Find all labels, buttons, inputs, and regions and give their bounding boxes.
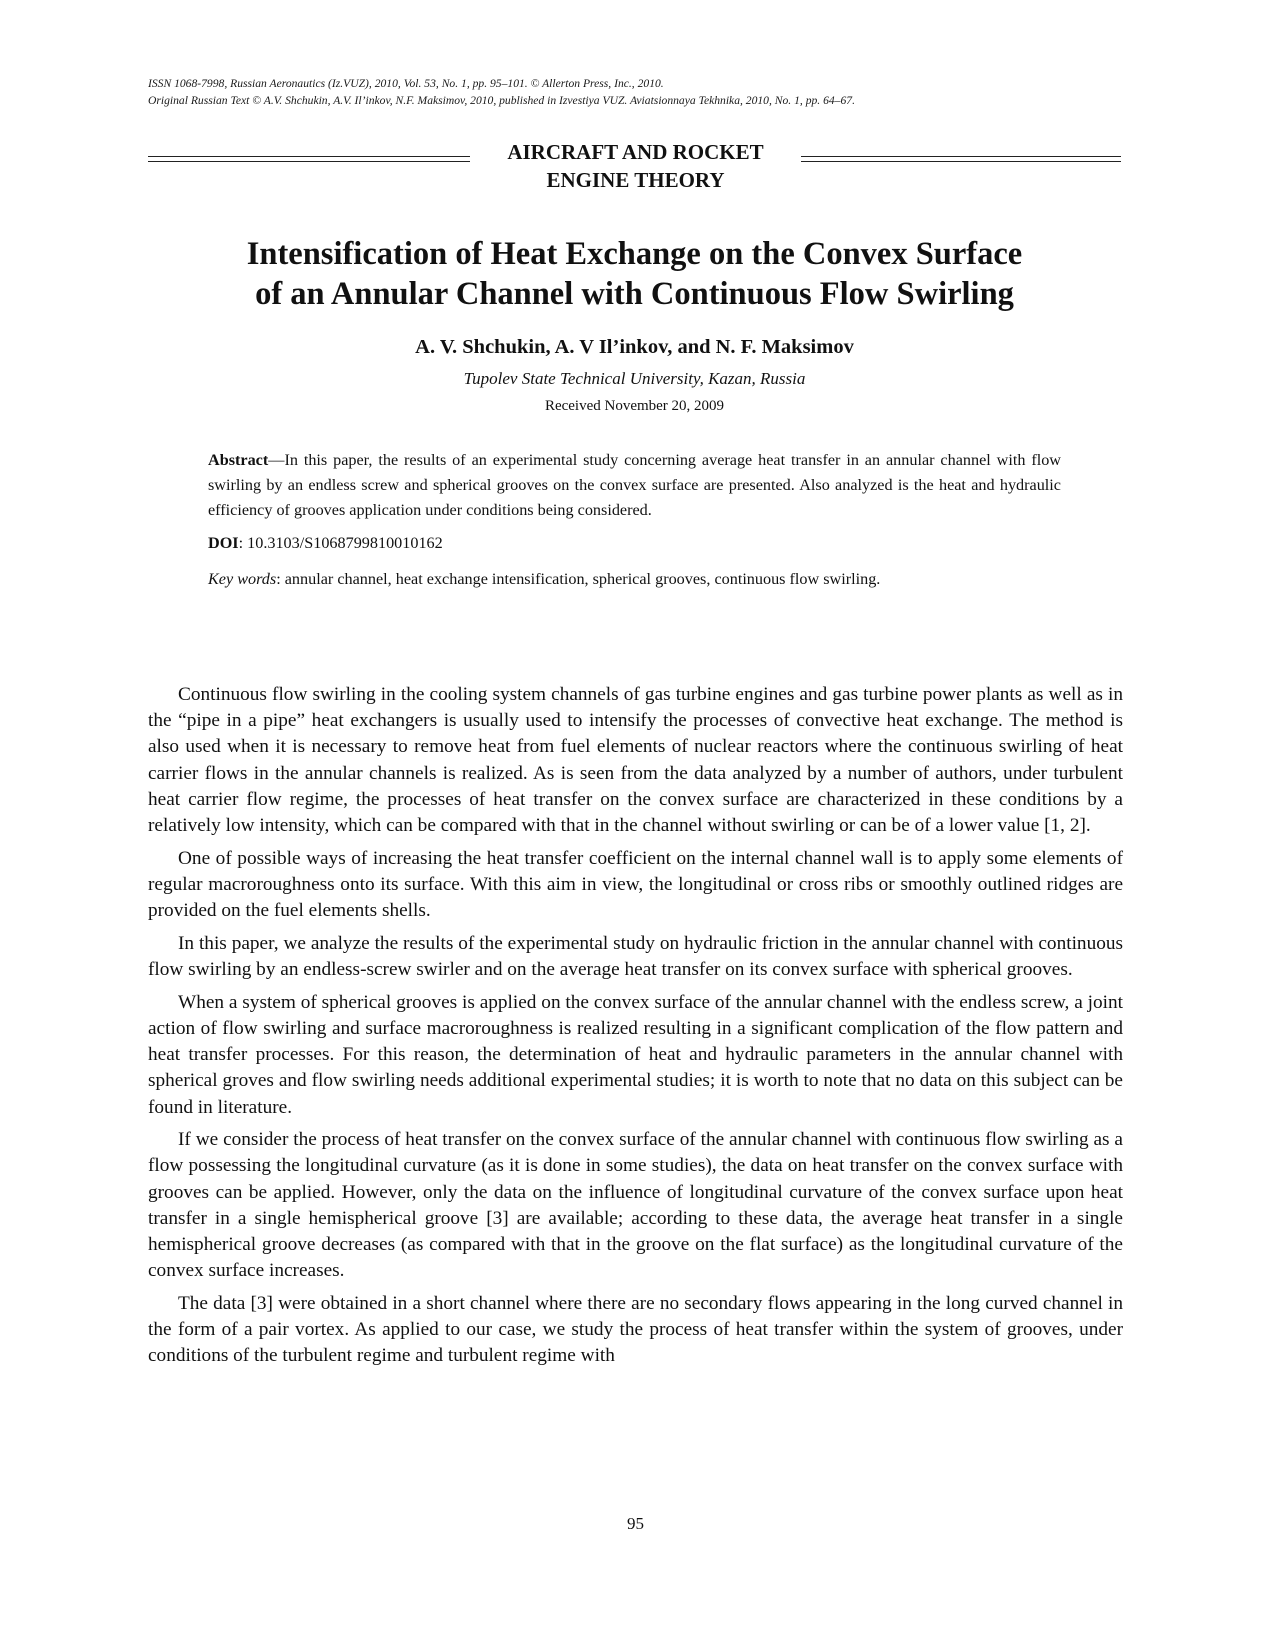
doi [208,531,1061,556]
body-paragraph-2: One of possible ways of increasing the heat transfer coefficient on the internal channel wall is to apply some elements of regular macroroughness onto its surface. With this aim in view, the longitudinal or cross ribs or smoothly outlined ridges are provided on the fuel elements shells. [148,847,1123,922]
section-title-line-2: ENGINE THEORY [546,168,725,192]
section-title-line-1: AIRCRAFT AND ROCKET [507,140,764,164]
original-text-line: Original Russian Text © A.V. Shchukin, A.V. Il’inkov, N.F. Maksimov, 2010, published in Izvestiya VUZ. Aviatsionnaya Tekhnika, 2010, No. 1, pp. 64–67. [148,94,855,107]
doi-label: DOI [208,534,239,552]
section-rule-left [148,156,470,162]
keywords-value: : annular channel, heat exchange intensification, spherical grooves, continuous flow swirling. [276,570,881,588]
page-number: 95 [627,1514,644,1533]
abstract-block [208,448,1061,592]
journal-citation-line: ISSN 1068-7998, Russian Aeronautics (Iz.VUZ), 2010, Vol. 53, No. 1, pp. 95–101. © Allerton Press, Inc., 2010. [148,77,664,90]
body-paragraph-5: If we consider the process of heat transfer on the convex surface of the annular channel with continuous flow swirling as a flow possessing the longitudinal curvature (as it is done in some studies), the data on heat transfer on the convex surface with grooves can be applied. However, only the data on the influence of longitudinal curvature of the convex surface upon heat transfer in a single hemispherical groove [3] are available; according to these data, the average heat transfer in a single hemispherical groove decreases (as compared with that in the groove on the flat surface) as the longitudinal curvature of the convex surface increases. [148,1129,1123,1282]
body-paragraph-4: When a system of spherical grooves is applied on the convex surface of the annular channel with the endless screw, a joint action of flow swirling and surface macroroughness is realized resulting in a significant complication of the flow pattern and heat transfer processes. For this reason, the determination of heat and hydraulic parameters in the annular channel with spherical groves and flow swirling needs additional experimental studies; it is worth to note that no data on this subject can be found in literature. [148,991,1123,1118]
keywords [208,567,1061,592]
section-title [470,138,801,194]
journal-header [148,75,1128,109]
keywords-label: Key words [208,570,277,588]
affiliation: Tupolev State Technical University, Kazan, Russia [463,369,806,388]
received-date: Received November 20, 2009 [544,398,725,414]
body-paragraph-3: In this paper, we analyze the results of the experimental study on hydraulic friction in the annular channel with continuous flow swirling by an endless-screw swirler and on the average heat transfer on its convex surface with spherical grooves. [148,932,1123,981]
body-paragraph-1: Continuous flow swirling in the cooling system channels of gas turbine engines and gas turbine power plants as well as in the “pipe in a pipe” heat exchangers is usually used to intensify the processes of convective heat exchange. The method is also used when it is necessary to remove heat from fuel elements of nuclear reactors where the continuous swirling of heat carrier flows in the annular channels is realized. As is seen from the data analyzed by a number of authors, under turbulent heat carrier flow regime, the processes of heat transfer on the convex surface are characterized in these conditions by a relatively low intensity, which can be compared with that in the channel without swirling or can be of a lower value [1, 2]. [148,684,1123,837]
body-paragraph-6: The data [3] were obtained in a short channel where there are no secondary flows appearing in the long curved channel in the form of a pair vortex. As applied to our case, we study the process of heat transfer within the system of grooves, under conditions of the turbulent regime and turbulent regime with [148,1292,1123,1367]
authors: A. V. Shchukin, A. V Il’inkov, and N. F. Maksimov [415,336,854,358]
paper-title-line-1: Intensification of Heat Exchange on the Convex Surface [246,236,1023,272]
section-heading [148,138,1121,194]
body-text [148,682,1123,1376]
abstract [208,448,1061,523]
abstract-label: Abstract [208,451,269,469]
abstract-text: —In this paper, the results of an experimental study concerning average heat transfer in an annular channel with flow swirling by an endless screw and spherical grooves on the convex surface are presented. Also analyzed is the heat and hydraulic efficiency of grooves application under conditions being considered. [208,451,1061,519]
paper-title [148,234,1121,314]
section-rule-right [801,156,1121,162]
paper-title-line-2: of an Annular Channel with Continuous Flow Swirling [255,276,1014,312]
doi-value: : 10.3103/S1068799810010162 [238,534,443,552]
